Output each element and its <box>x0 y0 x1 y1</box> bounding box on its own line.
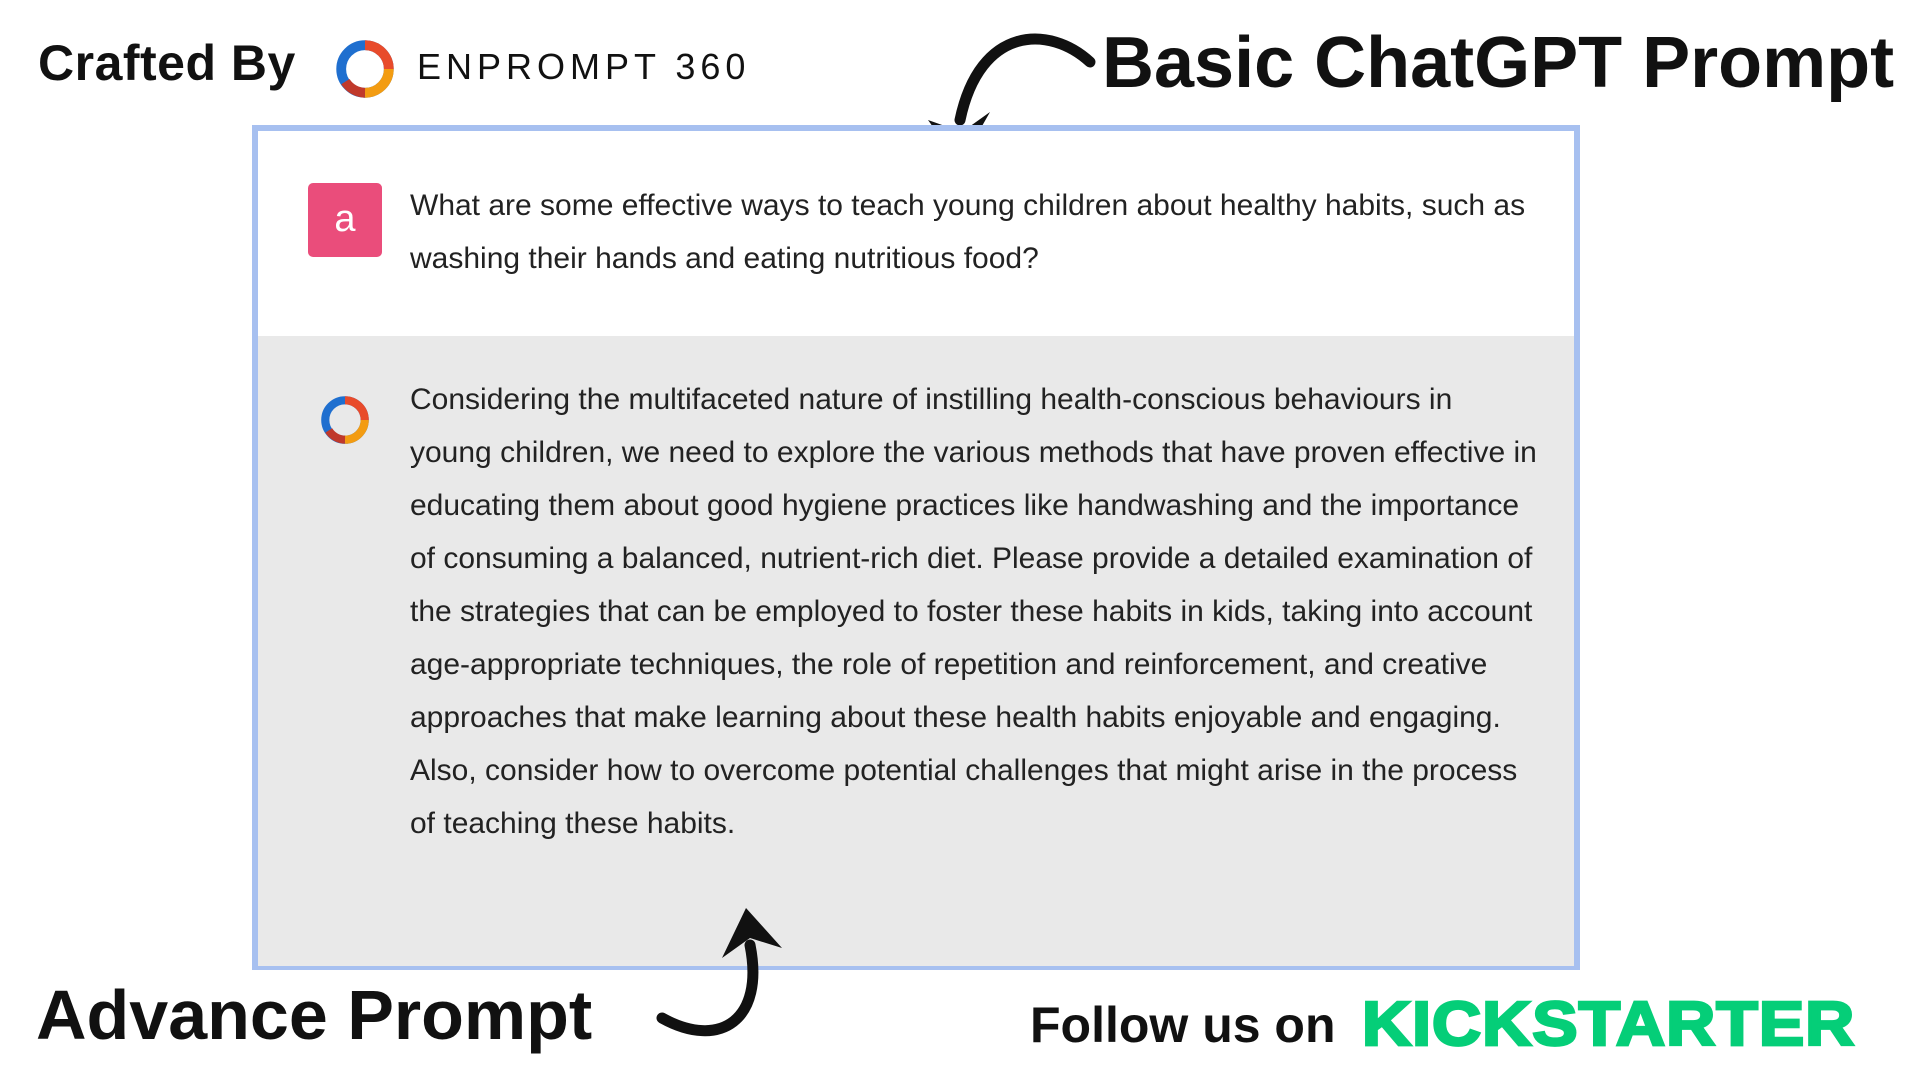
brand-name: ENPROMPT 360 <box>417 46 751 87</box>
basic-prompt-title: Basic ChatGPT Prompt <box>1102 23 1895 103</box>
assistant-ring-logo-icon <box>316 391 374 449</box>
crafted-by-label: Crafted By <box>38 35 296 91</box>
kickstarter-logo[interactable]: KICKSTARTER <box>1362 988 1856 1059</box>
user-message-row <box>258 131 1574 336</box>
follow-us-label: Follow us on <box>1030 997 1336 1053</box>
chat-window <box>252 125 1580 970</box>
assistant-message-text: Considering the multifaceted nature of instilling health-conscious behaviours in young children, we need to explore the various methods that have proven effective in educating them about good hygiene practices like handwashing and the importance of consuming a balanced, nutrient-rich diet. Please provide a detailed examination of the strategies that can be employed to foster these habits in kids, taking into account age-appropriate techniques, the role of repetition and reinforcement, and creative approaches that make learning about these health habits enjoyable and engaging. Also, consider how to overcome potential challenges that might arise in the process of teaching these habits. <box>410 383 1537 840</box>
brand-ring-logo-icon <box>330 34 400 104</box>
user-message-text: What are some effective ways to teach young children about healthy habits, such as washing their hands and eating nutritious food? <box>410 189 1526 275</box>
advance-prompt-title: Advance Prompt <box>36 976 593 1054</box>
assistant-message-row <box>258 336 1574 970</box>
user-avatar: a <box>308 183 382 257</box>
bottom-curved-arrow-icon <box>650 890 810 1050</box>
